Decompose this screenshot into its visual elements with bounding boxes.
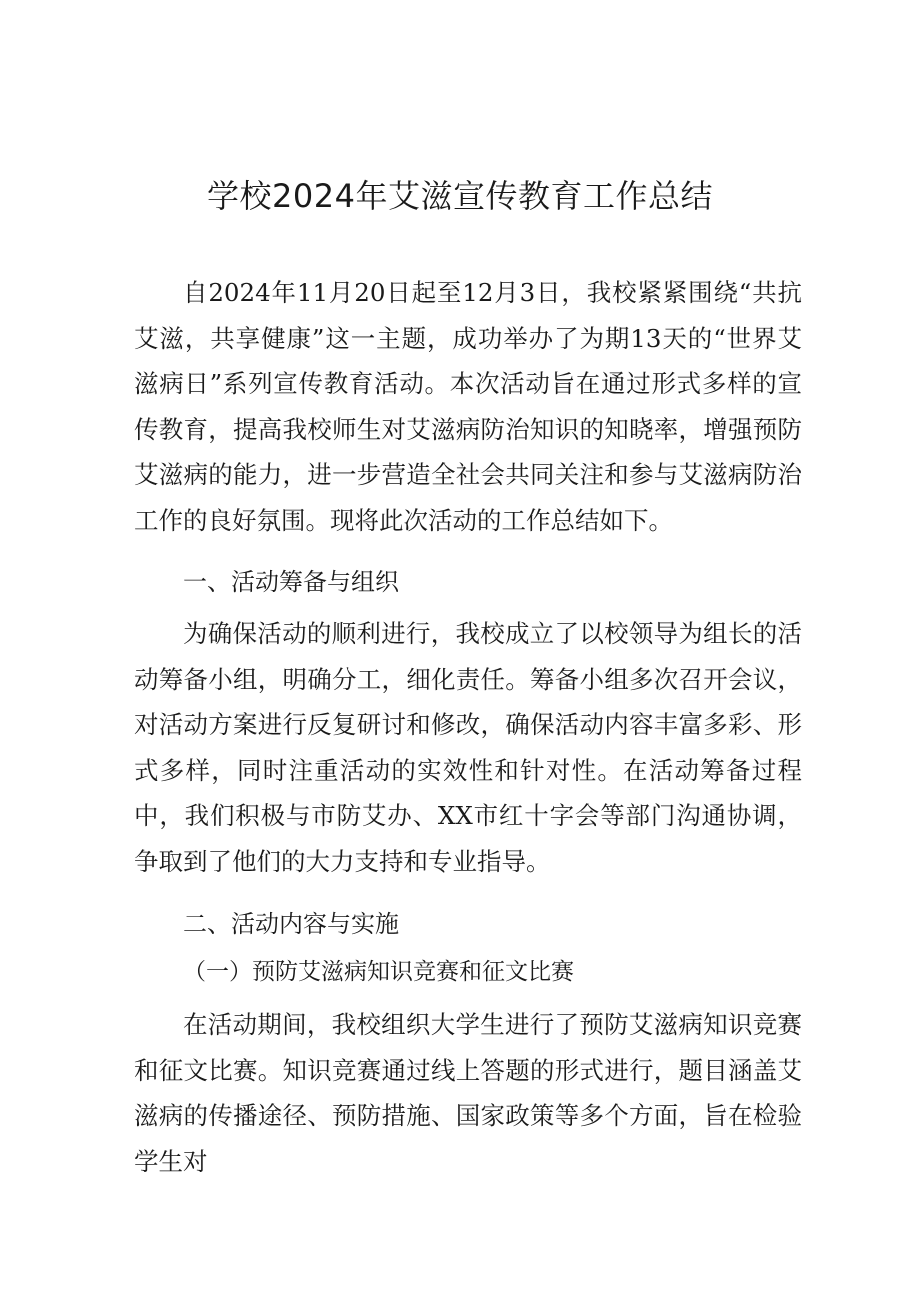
section-2-heading: 二、活动内容与实施 [183,910,399,938]
section-1-paragraph: 为确保活动的顺利进行，我校成立了以校领导为组长的活动筹备小组，明确分工，细化责任。筹备小组多次召开会议，对活动方案进行反复研讨和修改，确保活动内容丰富多彩、形式多样，同时注重活动的实效性和针对性。在活动筹备过程中，我们积极与市防艾办、XX市红十字会等部门沟通协调，争取到了他们的大力支持和专业指导。 [134,619,802,876]
section-2-subheading: （一）预防艾滋病知识竞赛和征文比赛 [183,959,574,985]
section-2-paragraph: 在活动期间，我校组织大学生进行了预防艾滋病知识竞赛和征文比赛。知识竞赛通过线上答题的形式进行，题目涵盖艾滋病的传播途径、预防措施、国家政策等多个方面，旨在检验学生对 [134,1010,802,1176]
intro-paragraph: 自2024年11月20日起至12月3日，我校紧紧围绕“共抗艾滋，共享健康”这一主题，成功举办了为期13天的“世界艾滋病日”系列宣传教育活动。本次活动旨在通过形式多样的宣传教育，提高我校师生对艾滋病防治知识的知晓率，增强预防艾滋病的能力，进一步营造全社会共同关注和参与艾滋病防治工作的良好氛围。现将此次活动的工作总结如下。 [134,278,802,535]
section-1-heading: 一、活动筹备与组织 [183,568,399,596]
document-title: 学校2024年艾滋宣传教育工作总结 [207,177,713,215]
